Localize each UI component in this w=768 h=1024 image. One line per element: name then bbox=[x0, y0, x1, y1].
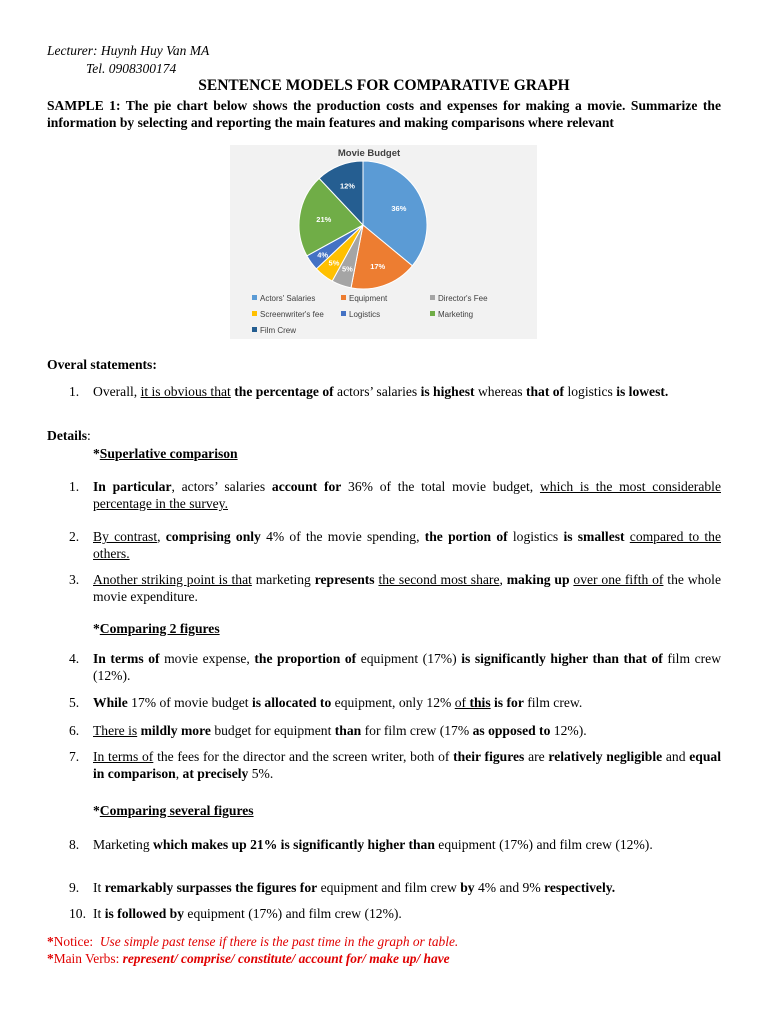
text-run: that of bbox=[525, 384, 565, 399]
notice-text: Use simple past tense if there is the past time in the graph or table. bbox=[99, 934, 459, 949]
list-item-number: 1. bbox=[69, 384, 80, 399]
text-run: comprising only bbox=[165, 529, 261, 544]
list-item-text bbox=[93, 694, 721, 711]
text-run: actors’ salaries bbox=[333, 384, 421, 399]
text-run: movie expense, bbox=[159, 651, 255, 666]
legend-swatch bbox=[430, 311, 435, 316]
list-item-number: 6. bbox=[69, 723, 80, 738]
text-run: at precisely bbox=[182, 766, 249, 781]
list-item-text bbox=[93, 722, 721, 739]
text-run: the proportion of bbox=[254, 651, 357, 666]
list-item-number: 3. bbox=[69, 572, 80, 587]
text-run: is significantly higher than that of bbox=[461, 651, 663, 666]
text-run: as opposed to bbox=[472, 723, 551, 738]
list-item-number: 2. bbox=[69, 529, 80, 544]
text-run: their figures bbox=[453, 749, 525, 764]
pie-chart bbox=[230, 145, 537, 339]
text-run: and bbox=[662, 749, 690, 764]
list-item-number: 4. bbox=[69, 651, 80, 666]
legend-entry bbox=[430, 310, 473, 319]
legend-entry bbox=[252, 326, 296, 335]
slice-data-label: 12% bbox=[339, 181, 355, 191]
text-run: compared to the others. bbox=[93, 529, 722, 561]
list-item-text bbox=[93, 650, 721, 684]
text-run: Marketing bbox=[93, 837, 154, 852]
list-item-number: 8. bbox=[69, 837, 80, 852]
list-item-text bbox=[93, 748, 721, 782]
text-run: logistics bbox=[507, 529, 564, 544]
text-run: which makes up 21% is significantly higher than bbox=[153, 837, 435, 852]
text-run: , bbox=[157, 529, 166, 544]
slice-data-label: 5% bbox=[341, 264, 353, 274]
legend-entry bbox=[252, 310, 324, 319]
text-run: respectively. bbox=[544, 880, 616, 895]
text-run: over one fifth of bbox=[573, 572, 664, 587]
legend-label: Equipment bbox=[349, 294, 388, 303]
list-item-text bbox=[93, 571, 721, 605]
slice-data-label: 36% bbox=[391, 204, 407, 214]
list-item-number: 5. bbox=[69, 695, 80, 710]
slice-data-label: 5% bbox=[328, 258, 340, 268]
list-item-text bbox=[93, 478, 721, 512]
text-run: It bbox=[93, 880, 105, 895]
legend-swatch bbox=[252, 295, 257, 300]
list-item-number: 10. bbox=[69, 906, 86, 921]
list-item-text bbox=[93, 905, 721, 922]
subheading-star: * bbox=[93, 446, 100, 461]
notice-label: Notice: bbox=[53, 934, 94, 949]
overall-heading: Overal statements: bbox=[47, 357, 157, 372]
text-run: for film crew (17% bbox=[361, 723, 473, 738]
text-run: 17% of movie budget bbox=[127, 695, 252, 710]
text-run: is allocated to bbox=[251, 695, 332, 710]
text-run: is followed by bbox=[104, 906, 185, 921]
subheading-several-figures bbox=[93, 803, 254, 819]
text-run: the fees for the director and the screen writer, both of bbox=[153, 749, 454, 764]
text-run: equipment (17%) bbox=[356, 651, 462, 666]
legend-swatch bbox=[252, 311, 257, 316]
text-run: is lowest. bbox=[616, 384, 669, 399]
list-item-text bbox=[93, 836, 721, 853]
legend-swatch bbox=[252, 327, 257, 332]
text-run: marketing bbox=[251, 572, 315, 587]
details-heading bbox=[47, 428, 91, 444]
notice-line bbox=[47, 934, 458, 950]
text-run: this bbox=[469, 695, 491, 710]
text-run: Overall, bbox=[93, 384, 141, 399]
chart-title: Movie Budget bbox=[337, 148, 401, 159]
text-run: whereas bbox=[474, 384, 526, 399]
list-item-text bbox=[93, 528, 721, 562]
page-title: SENTENCE MODELS FOR COMPARATIVE GRAPH bbox=[198, 77, 570, 94]
text-run: By contrast bbox=[93, 529, 158, 544]
legend-label: Film Crew bbox=[260, 326, 296, 335]
text-run: equipment and film crew bbox=[317, 880, 461, 895]
text-run: equal in comparison bbox=[93, 749, 721, 781]
text-run: the whole movie expenditure. bbox=[93, 572, 721, 604]
text-run: budget for equipment bbox=[210, 723, 335, 738]
verbs-star: * bbox=[47, 951, 54, 966]
text-run: , bbox=[499, 572, 507, 587]
legend-swatch bbox=[341, 295, 346, 300]
main-verbs-line bbox=[47, 951, 450, 967]
text-run: remarkably surpasses the figures for bbox=[104, 880, 318, 895]
text-run: than bbox=[334, 723, 362, 738]
text-run: the portion of bbox=[424, 529, 508, 544]
legend-entry bbox=[341, 310, 380, 319]
slice-data-label: 17% bbox=[370, 261, 386, 271]
text-run: relatively negligible bbox=[548, 749, 663, 764]
list-item-text bbox=[93, 383, 721, 400]
text-run: There is bbox=[93, 723, 138, 738]
text-run: In terms of bbox=[93, 749, 154, 764]
text-run: , bbox=[175, 766, 183, 781]
text-run: film crew (12%). bbox=[93, 651, 722, 683]
text-run: by bbox=[460, 880, 475, 895]
text-run: In terms of bbox=[93, 651, 160, 666]
legend-label: Director's Fee bbox=[438, 294, 488, 303]
legend-label: Screenwriter's fee bbox=[260, 310, 324, 319]
text-run: 5%. bbox=[248, 766, 274, 781]
subheading-two-figures bbox=[93, 621, 220, 637]
text-run: 36% of the total movie budget, bbox=[341, 479, 540, 494]
text-run: is smallest bbox=[563, 529, 625, 544]
text-run: represents bbox=[314, 572, 375, 587]
text-run: In particular bbox=[93, 479, 172, 494]
text-run: the percentage of bbox=[234, 384, 334, 399]
text-run: equipment (17%) and film crew (12%). bbox=[434, 837, 653, 852]
verbs-label: Main Verbs: bbox=[53, 951, 123, 966]
list-item-number: 9. bbox=[69, 880, 80, 895]
text-run: Another striking point is that bbox=[93, 572, 252, 587]
text-run: making up bbox=[506, 572, 570, 587]
subheading-superlative bbox=[93, 446, 238, 462]
slice-data-label: 4% bbox=[317, 250, 329, 260]
verbs-text: represent/ comprise/ constitute/ account for/ make up/ have bbox=[122, 951, 450, 966]
text-run: is for bbox=[494, 695, 524, 710]
legend-label: Actors' Salaries bbox=[260, 294, 316, 303]
notice-star: * bbox=[47, 934, 54, 949]
slice-data-label: 21% bbox=[316, 214, 332, 224]
text-run: are bbox=[524, 749, 549, 764]
text-run: it is obvious that bbox=[140, 384, 231, 399]
lecturer-line: Lecturer: Huynh Huy Van MA bbox=[47, 43, 210, 58]
legend-entry bbox=[252, 294, 315, 303]
telephone-line: Tel. 0908300174 bbox=[86, 61, 177, 76]
text-run: 4% and 9% bbox=[474, 880, 545, 895]
text-run: of bbox=[454, 695, 470, 710]
text-run: film crew. bbox=[523, 695, 583, 710]
subheading-label: Comparing 2 figures bbox=[99, 621, 220, 636]
list-item-text bbox=[93, 879, 721, 896]
legend-swatch bbox=[430, 295, 435, 300]
legend-label: Logistics bbox=[349, 310, 381, 319]
subheading-label: Comparing several figures bbox=[99, 803, 254, 818]
text-run: mildly more bbox=[140, 723, 211, 738]
sample-prompt: SAMPLE 1: The pie chart below shows the production costs and expenses for making a movie. Summarize the information by selecting and reporting the main features and making comparisons where relevant bbox=[47, 98, 721, 130]
list-item-number: 1. bbox=[69, 479, 80, 494]
text-run: equipment, only 12% bbox=[331, 695, 455, 710]
text-run: account for bbox=[271, 479, 342, 494]
text-run: equipment (17%) and film crew (12%). bbox=[184, 906, 402, 921]
text-run: logistics bbox=[564, 384, 617, 399]
legend-label: Marketing bbox=[438, 310, 474, 319]
details-colon: : bbox=[87, 428, 91, 443]
text-run: It bbox=[93, 906, 105, 921]
text-run: 4% of the movie spending, bbox=[260, 529, 425, 544]
text-run: is highest bbox=[420, 384, 475, 399]
legend-entry bbox=[430, 294, 488, 303]
legend-swatch bbox=[341, 311, 346, 316]
subheading-star: * bbox=[93, 803, 100, 818]
text-run: While bbox=[93, 695, 128, 710]
text-run: 12%). bbox=[550, 723, 587, 738]
list-item-number: 7. bbox=[69, 749, 80, 764]
details-heading-label: Details bbox=[47, 428, 88, 443]
text-run: which is the most considerable percentage in the survey. bbox=[93, 479, 721, 511]
text-run: the second most share bbox=[378, 572, 500, 587]
legend-entry bbox=[341, 294, 388, 303]
text-run: , actors’ salaries bbox=[171, 479, 272, 494]
subheading-star: * bbox=[93, 621, 100, 636]
subheading-label: Superlative comparison bbox=[99, 446, 238, 461]
pie-chart-svg bbox=[230, 145, 537, 339]
